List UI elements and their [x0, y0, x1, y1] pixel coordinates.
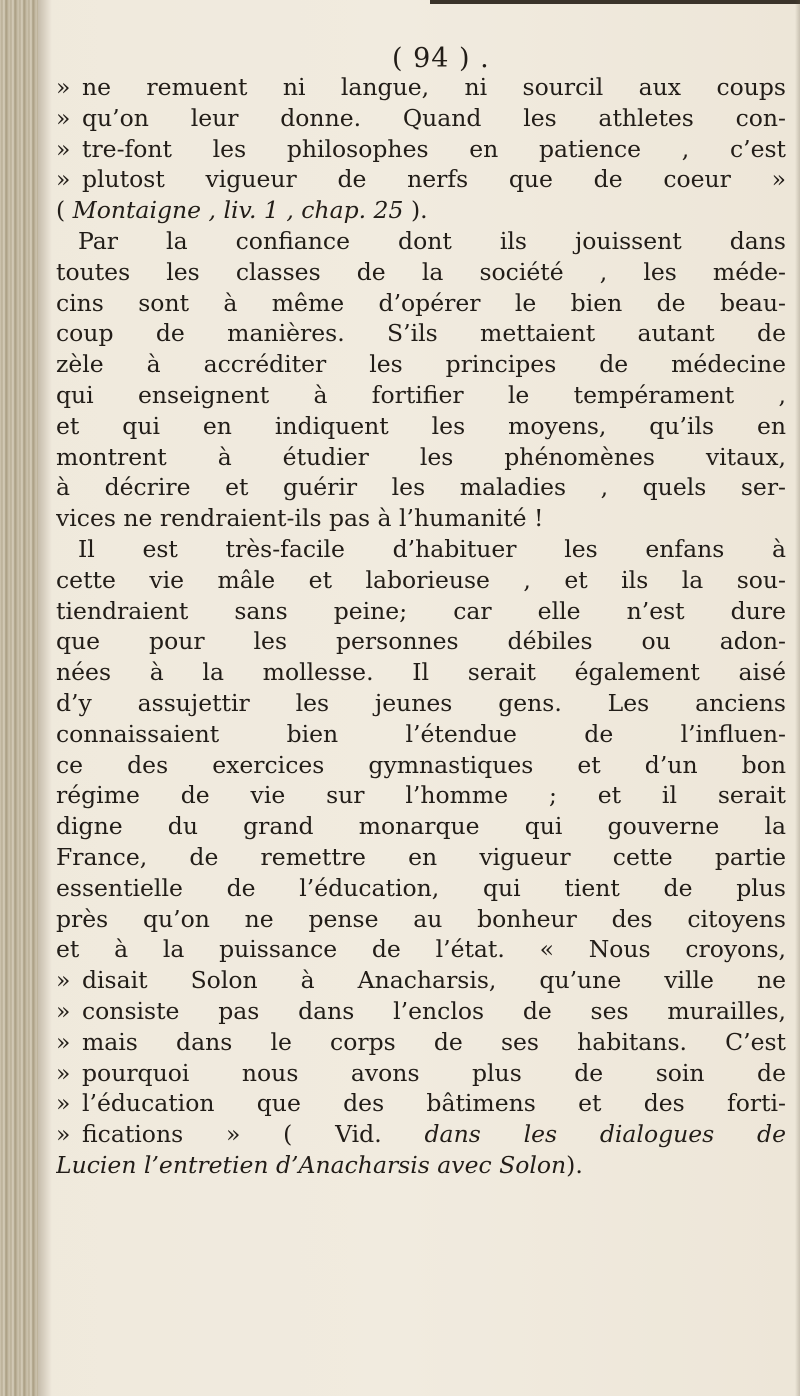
line-text: que pour les personnes débiles ou adon-	[56, 627, 786, 656]
gutter-shadow	[38, 0, 52, 1396]
text-line	[56, 750, 786, 781]
text-line	[56, 965, 786, 996]
text-line	[56, 472, 786, 503]
line-text: vices ne rendraient-ils pas à l’humanité !	[56, 504, 544, 533]
text-line	[56, 195, 786, 226]
text-line	[56, 1027, 786, 1058]
text-line	[56, 442, 786, 473]
text-line	[56, 380, 786, 411]
text-line	[56, 134, 786, 165]
quote-mark: »	[56, 103, 71, 132]
text-line	[56, 288, 786, 319]
quote-mark: »	[56, 1027, 71, 1056]
line-text: plutost vigueur de nerfs que de coeur »	[82, 165, 786, 194]
quote-mark: »	[56, 73, 71, 101]
text-line	[56, 72, 786, 103]
line-text: toutes les classes de la société , les méde-	[56, 257, 786, 286]
quote-mark: »	[56, 134, 71, 163]
text-line	[56, 996, 786, 1027]
body-text	[56, 72, 786, 1181]
line-text: essentielle de l’éducation, qui tient de plus	[56, 873, 786, 902]
top-edge-rule	[430, 0, 800, 4]
text-line	[56, 226, 786, 257]
line-text: l’éducation que des bâtimens et des forti-	[82, 1089, 786, 1118]
line-text: cette vie mâle et laborieuse , et ils la sou-	[56, 565, 786, 594]
line-text: Par la confiance dont ils jouissent dans	[78, 226, 786, 255]
line-text: montrent à étudier les phénomènes vitaux,	[56, 442, 786, 471]
line-text: ne remuent ni langue, ni sourcil aux coups	[82, 73, 786, 101]
quote-mark: »	[56, 996, 71, 1025]
italic-citation: Montaigne , liv. 1 , chap. 25	[72, 196, 404, 225]
line-text: connaissaient bien l’étendue de l’influen-	[56, 719, 786, 748]
text-line	[56, 503, 786, 534]
line-text: France, de remettre en vigueur cette partie	[56, 842, 786, 871]
text-line	[56, 780, 786, 811]
text-line	[56, 411, 786, 442]
text-line	[56, 626, 786, 657]
line-text: régime de vie sur l’homme ; et il serait	[56, 781, 786, 810]
line-text: qu’on leur donne. Quand les athletes con-	[82, 103, 786, 132]
text-line	[56, 164, 786, 195]
line-text: ce des exercices gymnastiques et d’un bon	[56, 750, 786, 779]
quote-mark: »	[56, 1089, 71, 1118]
text-line	[56, 688, 786, 719]
line-text: zèle à accréditer les principes de médecine	[56, 350, 786, 379]
text-line	[56, 873, 786, 904]
line-text: consiste pas dans l’enclos de ses murailles,	[82, 996, 786, 1025]
line-text: près qu’on ne pense au bonheur des citoyens	[56, 904, 786, 933]
line-text: Lucien l’entretien d’Anacharsis avec Solon).	[56, 1150, 583, 1179]
text-line	[56, 103, 786, 134]
quote-mark: »	[56, 1058, 71, 1087]
line-text: ( Montaigne , liv. 1 , chap. 25 ).	[56, 196, 428, 225]
text-line	[56, 934, 786, 965]
line-text: et à la puissance de l’état. « Nous croyons,	[56, 935, 786, 964]
quote-mark: »	[56, 165, 71, 194]
text-line	[56, 596, 786, 627]
text-line	[56, 1150, 786, 1181]
quote-mark: »	[56, 966, 71, 995]
text-line	[56, 842, 786, 873]
line-text: Il est très-facile d’habituer les enfans à	[78, 534, 786, 563]
quote-mark: »	[56, 1120, 71, 1149]
line-text: tre-font les philosophes en patience , c’est	[82, 134, 786, 163]
text-line	[56, 657, 786, 688]
text-line	[56, 1088, 786, 1119]
line-text: pourquoi nous avons plus de soin de	[82, 1058, 786, 1087]
text-line	[56, 719, 786, 750]
book-binding	[0, 0, 38, 1396]
line-text: tiendraient sans peine; car elle n’est dure	[56, 596, 786, 625]
text-line	[56, 1119, 786, 1150]
line-text: disait Solon à Anacharsis, qu’une ville ne	[82, 966, 786, 995]
line-text: coup de manières. S’ils mettaient autant de	[56, 319, 786, 348]
line-text: nées à la mollesse. Il serait également aisé	[56, 658, 786, 687]
line-text: à décrire et guérir les maladies , quels ser-	[56, 473, 786, 502]
text-line	[56, 1058, 786, 1089]
italic-citation: Lucien l’entretien d’Anacharsis avec Solon	[56, 1150, 567, 1179]
line-text: cins sont à même d’opérer le bien de beau-	[56, 288, 786, 317]
text-line	[56, 349, 786, 380]
text-line	[56, 565, 786, 596]
page-edge	[795, 0, 800, 1396]
page-number: ( 94 ) .	[392, 43, 490, 74]
text-line	[56, 811, 786, 842]
text-line	[56, 904, 786, 935]
text-line	[56, 534, 786, 565]
line-text: fications » ( Vid. dans les dialogues de	[82, 1120, 786, 1149]
text-line	[56, 257, 786, 288]
line-text: d’y assujettir les jeunes gens. Les anciens	[56, 688, 786, 717]
italic-citation: dans les dialogues de	[424, 1120, 786, 1149]
line-text: qui enseignent à fortifier le tempérament ,	[56, 380, 786, 409]
line-text: digne du grand monarque qui gouverne la	[56, 812, 786, 841]
text-line	[56, 318, 786, 349]
line-text: et qui en indiquent les moyens, qu’ils en	[56, 411, 786, 440]
line-text: mais dans le corps de ses habitans. C’est	[82, 1027, 786, 1056]
